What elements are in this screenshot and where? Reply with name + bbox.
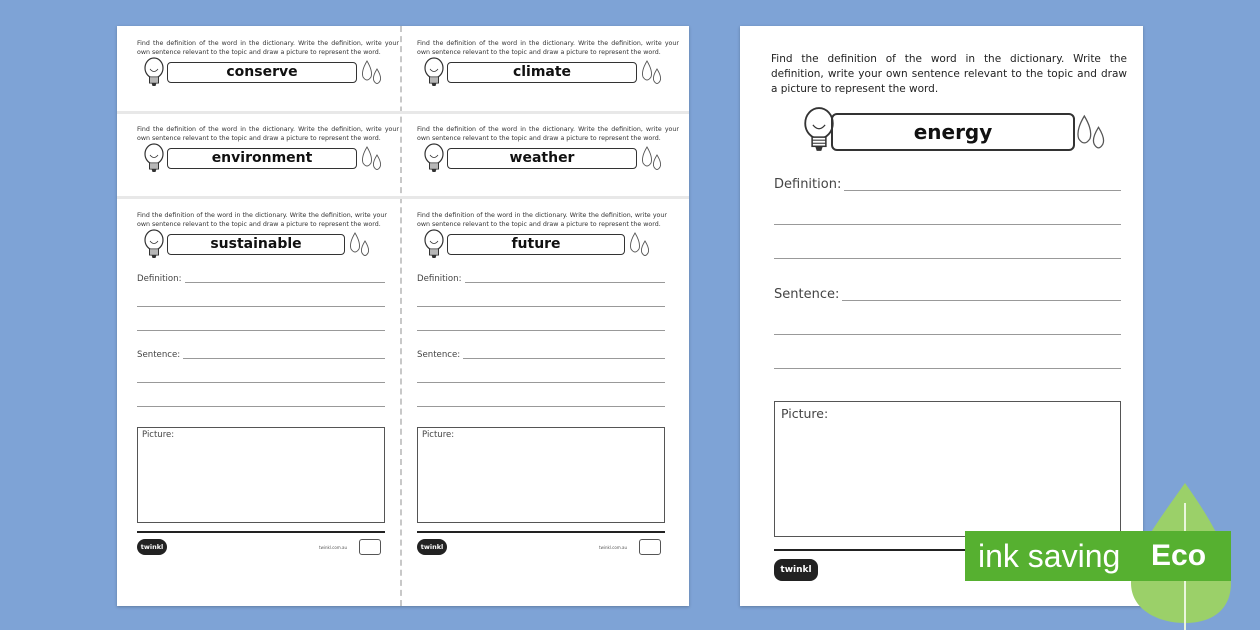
- twinkl-logo: twinkl: [417, 539, 447, 555]
- definition-field[interactable]: [417, 263, 665, 287]
- worksheet-sheet-left: [117, 26, 689, 606]
- twinkl-logo: twinkl: [137, 539, 167, 555]
- footer-badge-icon: [359, 539, 381, 555]
- definition-field[interactable]: [137, 263, 385, 287]
- word-banner: [417, 143, 679, 177]
- sheet-footer: [417, 531, 665, 563]
- writing-line[interactable]: [417, 363, 665, 387]
- word-banner: [137, 229, 387, 263]
- writing-line[interactable]: [417, 387, 665, 411]
- writing-line[interactable]: [774, 339, 1121, 373]
- writing-line[interactable]: [774, 305, 1121, 339]
- water-drops-icon: [347, 229, 371, 261]
- picture-box[interactable]: [417, 427, 665, 523]
- word-card-conserve: [137, 40, 399, 91]
- picture-label: Picture:: [781, 406, 829, 421]
- sentence-field[interactable]: [137, 339, 385, 363]
- writing-line[interactable]: [137, 363, 385, 387]
- lightbulb-icon: [421, 56, 447, 90]
- vocabulary-word: future: [447, 234, 625, 255]
- word-card-environment: [137, 126, 399, 177]
- instruction-text: Find the definition of the word in the dictionary. Write the definition, write your own sentence relevant to the topic and draw a picture to represent the word.: [771, 53, 1127, 95]
- sentence-label: Sentence:: [137, 350, 183, 360]
- vocabulary-word: conserve: [167, 62, 357, 83]
- lightbulb-icon: [141, 142, 167, 176]
- footer-url: twinkl.com.au: [319, 545, 347, 551]
- vocabulary-word: energy: [831, 113, 1075, 151]
- instruction-text: Find the definition of the word in the dictionary. Write the definition, write your own sentence relevant to the topic and draw a picture to represent the word.: [417, 40, 679, 56]
- lightbulb-icon: [141, 56, 167, 90]
- vocabulary-word: sustainable: [167, 234, 345, 255]
- ink-saving-text: ink saving: [978, 538, 1121, 574]
- definition-field[interactable]: [774, 165, 1121, 195]
- writing-line[interactable]: [774, 229, 1121, 263]
- word-banner: [137, 143, 399, 177]
- writing-line[interactable]: [137, 287, 385, 311]
- definition-label: Definition:: [417, 274, 465, 284]
- picture-label: Picture:: [142, 430, 175, 441]
- writing-line[interactable]: [417, 287, 665, 311]
- vocabulary-word: environment: [167, 148, 357, 169]
- word-banner: [417, 229, 667, 263]
- footer-badge-icon: [639, 539, 661, 555]
- water-drops-icon: [359, 143, 383, 175]
- cut-line-horizontal: [117, 196, 689, 199]
- word-card-climate: [417, 40, 679, 91]
- sentence-label: Sentence:: [774, 287, 842, 302]
- water-drops-icon: [627, 229, 651, 261]
- sentence-field[interactable]: [417, 339, 665, 363]
- water-drops-icon: [639, 57, 663, 89]
- word-banner: [137, 57, 399, 91]
- writing-line[interactable]: [137, 387, 385, 411]
- definition-label: Definition:: [774, 177, 844, 192]
- instruction-text: Find the definition of the word in the dictionary. Write the definition, write your own sentence relevant to the topic and draw a picture to represent the word.: [137, 212, 387, 228]
- word-banner: [771, 103, 1127, 159]
- picture-label: Picture:: [422, 430, 455, 441]
- word-banner: [417, 57, 679, 91]
- writing-line[interactable]: [137, 311, 385, 335]
- ink-saving-eco-badge: [965, 483, 1260, 630]
- sentence-label: Sentence:: [417, 350, 463, 360]
- sentence-field[interactable]: [774, 275, 1121, 305]
- sheet-footer: [137, 531, 385, 563]
- lightbulb-icon: [421, 142, 447, 176]
- twinkl-logo: twinkl: [774, 559, 818, 581]
- vocabulary-word: climate: [447, 62, 637, 83]
- writing-line[interactable]: [417, 311, 665, 335]
- instruction-text: Find the definition of the word in the dictionary. Write the definition, write your own sentence relevant to the topic and draw a picture to represent the word.: [417, 212, 667, 228]
- instruction-text: Find the definition of the word in the dictionary. Write the definition, write your own sentence relevant to the topic and draw a picture to represent the word.: [137, 126, 399, 142]
- word-card-future: [417, 212, 667, 563]
- word-card-weather: [417, 126, 679, 177]
- water-drops-icon: [359, 57, 383, 89]
- cut-line-horizontal: [117, 111, 689, 114]
- lightbulb-icon: [141, 228, 167, 262]
- picture-box[interactable]: [137, 427, 385, 523]
- lightbulb-icon: [421, 228, 447, 262]
- instruction-text: Find the definition of the word in the dictionary. Write the definition, write your own sentence relevant to the topic and draw a picture to represent the word.: [137, 40, 399, 56]
- definition-label: Definition:: [137, 274, 185, 284]
- word-card-sustainable: [137, 212, 387, 563]
- writing-line[interactable]: [774, 195, 1121, 229]
- footer-url: twinkl.com.au: [599, 545, 627, 551]
- vocabulary-word: weather: [447, 148, 637, 169]
- eco-label: Eco: [1151, 539, 1207, 572]
- instruction-text: Find the definition of the word in the dictionary. Write the definition, write your own sentence relevant to the topic and draw a picture to represent the word.: [417, 126, 679, 142]
- water-drops-icon: [639, 143, 663, 175]
- water-drops-icon: [1073, 107, 1107, 159]
